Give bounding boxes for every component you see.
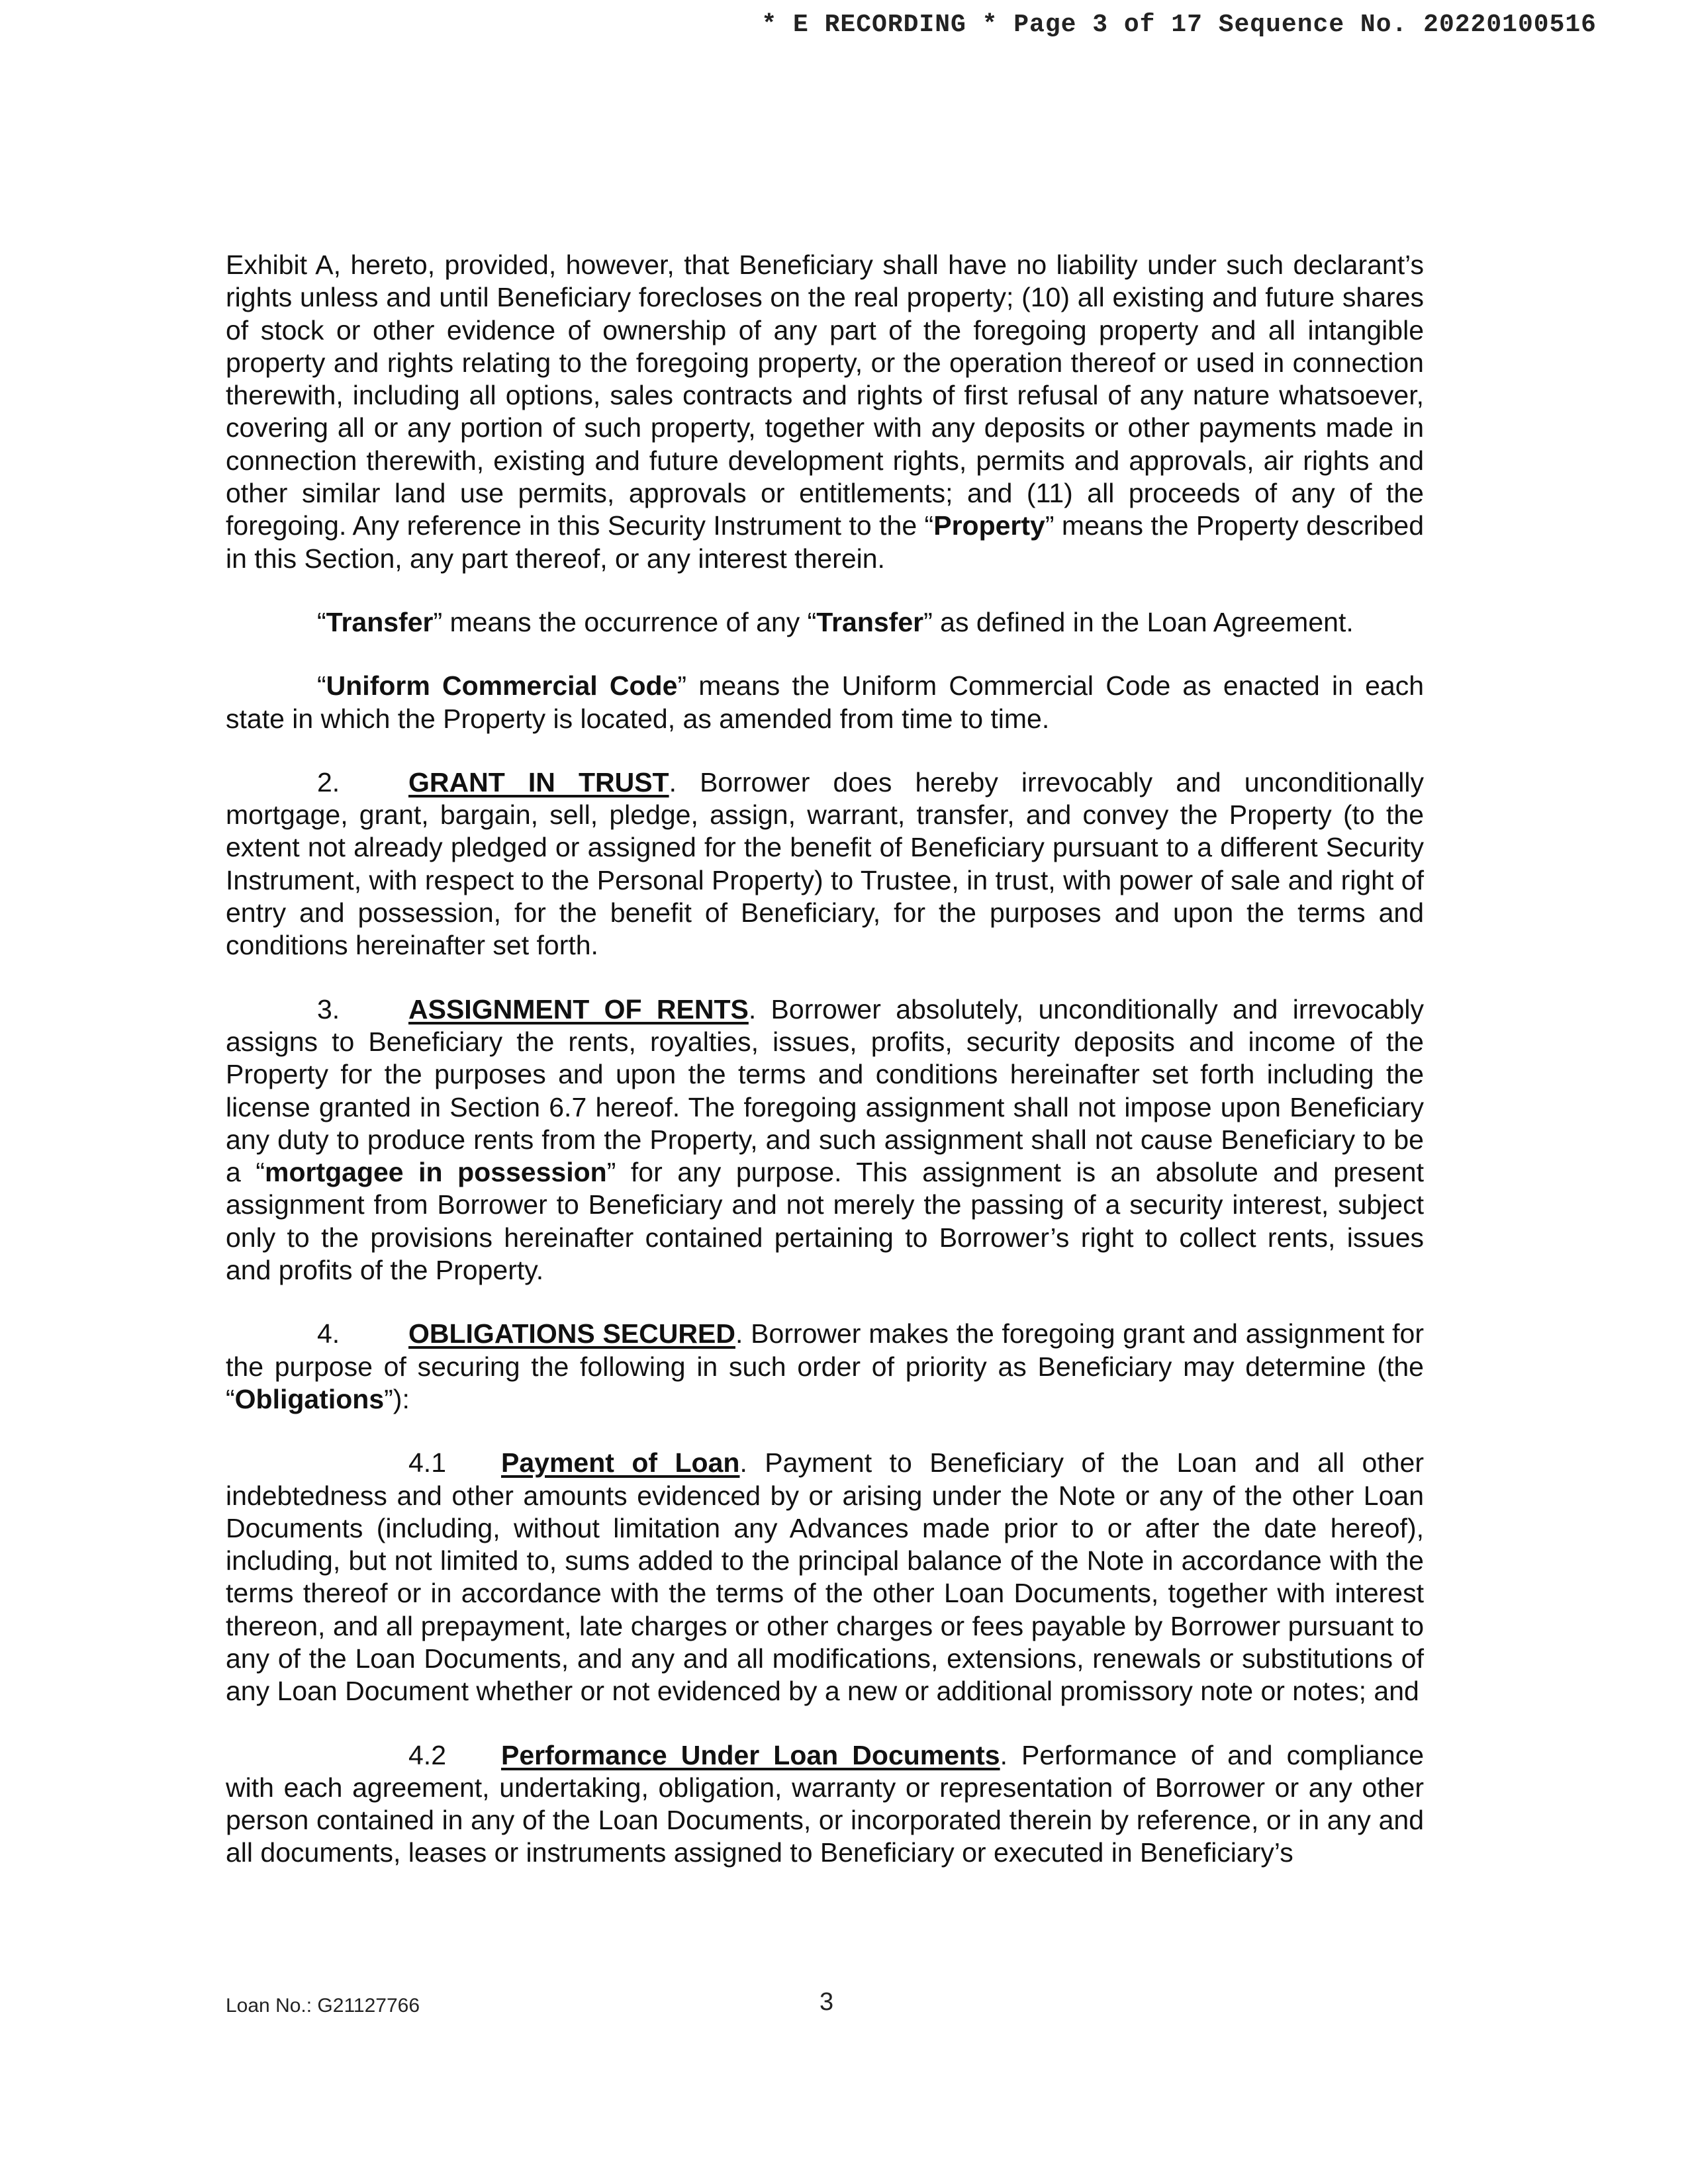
section-text-b: ” for any purpose. This assignment is an absolute and present assignment from Borrower to Beneficiary and not merely the passing of a security interest, subject only to the provisions hereinafter contained pertaining to Borrower’s right to collect rents, issues and profits of the Property.	[226, 1157, 1424, 1286]
exhibit-text-b: ” means the Property described in this Section, any part thereof, or any interest therein.	[226, 510, 1424, 574]
section-text-a: . Borrower absolutely, unconditionally and irrevocably assigns to Beneficiary the rents, royalties, issues, profits, security deposits and income of the Property for the purposes and upon the terms and conditions hereinafter set forth including the license granted in Section 6.7 hereof. The foregoing assignment shall not impose upon Beneficiary any duty to produce rents from the Property, and such assignment shall not cause Beneficiary to be a “	[226, 993, 1424, 1188]
ucc-text: ” means the Uniform Commercial Code as enacted in each state in which the Property is located, as amended from time to time.	[226, 670, 1424, 734]
subsection-heading: Performance Under Loan Documents	[501, 1739, 1000, 1770]
defined-term-ucc: Uniform Commercial Code	[326, 670, 678, 702]
footer-loan-number: Loan No.: G21127766	[226, 1995, 420, 2017]
ucc-open-quote: “	[317, 670, 326, 702]
defined-term-transfer: Transfer	[326, 606, 434, 637]
section-number: 2.	[317, 766, 340, 797]
defined-term-property: Property	[933, 510, 1045, 541]
subsection-text: . Payment to Beneficiary of the Loan and all other indebtedness and other amounts evidenced by or arising under the Note or any of the other Loan Documents (including, without limitation any Advances made prior to or after the date hereof), including, but not limited to, sums added to the principal balance of the Note in accordance with the terms thereof or in accordance with the terms of the other Loan Documents, together with interest thereon, and all prepayment, late charges or other charges or fees payable by Borrower pursuant to any of the Loan Documents, and any and all modifications, extensions, renewals or substitutions of any Loan Document whether or not evidenced by a new or additional promissory note or notes; and	[226, 1447, 1424, 1707]
section-heading: OBLIGATIONS SECURED	[408, 1318, 735, 1349]
subsection-text: . Performance of and compliance with each agreement, undertaking, obligation, warranty or representation of Borrower or any other person contained in any of the Loan Documents, or incorporated therein by reference, or in any and all documents, leases or instruments assigned to Beneficiary or executed in Beneficiary’s	[226, 1739, 1424, 1868]
defined-term-obligations: Obligations	[234, 1383, 385, 1414]
section-text-b: ”):	[384, 1383, 410, 1414]
section-3-assignment-of-rents	[226, 993, 1424, 1287]
defined-term-transfer-ref: Transfer	[816, 606, 924, 637]
subsection-number: 4.2	[408, 1739, 446, 1770]
subsection-number: 4.1	[408, 1447, 446, 1479]
section-heading: GRANT IN TRUST	[408, 766, 669, 797]
transfer-text-b: ” as defined in the Loan Agreement.	[923, 606, 1354, 637]
section-4-2-performance	[226, 1739, 1424, 1870]
exhibit-paragraph	[226, 249, 1424, 575]
section-4-obligations-secured	[226, 1318, 1424, 1416]
exhibit-text-a: Exhibit A, hereto, provided, however, that Beneficiary shall have no liability under such declarant’s rights unless and until Beneficiary forecloses on the real property; (10) all existing and future shares of stock or other evidence of ownership of any part of the foregoing property and all intangible property and rights relating to the foregoing property, or the operation thereof or used in connection therewith, including all options, sales contracts and rights of first refusal of any nature whatsoever, covering all or any portion of such property, together with any deposits or other payments made in connection therewith, existing and future development rights, permits and approvals, air rights and other similar land use permits, approvals or entitlements; and (11) all proceeds of any of the foregoing. Any reference in this Security Instrument to the “	[226, 250, 1424, 541]
subsection-heading: Payment of Loan	[501, 1447, 740, 1479]
section-text: . Borrower does hereby irrevocably and unconditionally mortgage, grant, bargain, sell, pledge, assign, warrant, transfer, and convey the Property (to the extent not already pledged or assigned for the benefit of Beneficiary pursuant to a different Security Instrument, with respect to the Personal Property) to Trustee, in trust, with power of sale and right of entry and possession, for the benefit of Beneficiary, for the purposes and upon the terms and conditions hereinafter set forth.	[226, 766, 1424, 961]
section-heading: ASSIGNMENT OF RENTS	[408, 993, 749, 1024]
section-text-a: . Borrower makes the foregoing grant and assignment for the purpose of securing the following in such order of priority as Beneficiary may determine (the “	[226, 1318, 1424, 1414]
defined-term-mortgagee: mortgagee in possession	[265, 1157, 607, 1188]
transfer-text-a: ” means the occurrence of any “	[433, 606, 817, 637]
footer-page-number: 3	[820, 1988, 834, 2016]
transfer-definition	[226, 606, 1424, 639]
recording-header: * E RECORDING * Page 3 of 17 Sequence No. 20220100516	[761, 11, 1597, 39]
transfer-open-quote: “	[317, 606, 326, 637]
section-number: 3.	[317, 993, 340, 1024]
section-number: 4.	[317, 1318, 340, 1349]
section-2-grant-in-trust	[226, 766, 1424, 962]
section-4-1-payment-of-loan	[226, 1447, 1424, 1707]
document-body	[226, 249, 1424, 1870]
ucc-definition	[226, 670, 1424, 735]
